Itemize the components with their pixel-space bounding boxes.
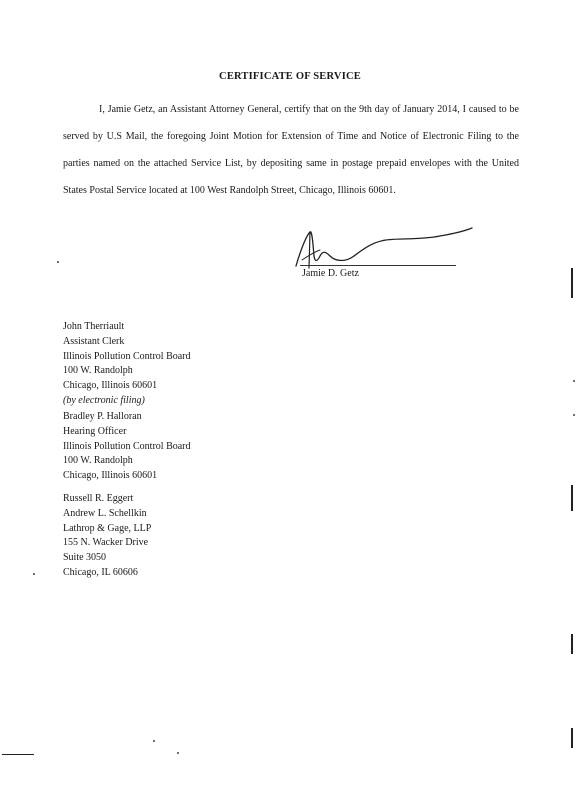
handwritten-signature [290, 222, 480, 270]
recipient-name: Russell R. Eggert [63, 493, 134, 504]
recipient-name: Bradley P. Halloran [63, 411, 142, 422]
service-list-entry [63, 320, 191, 409]
service-list-entry [63, 410, 191, 484]
recipient-street: 100 W. Randolph [63, 455, 133, 467]
certificate-body-text: I, Jamie Getz, an Assistant Attorney General, certify that on the 9th day of January 2014, I caused to be served by U.S Mail, the foregoing Joint Motion for Extension of Time and Notice of Electronic Filing to the parties named on the attached Service List, by depositing same in postage prepaid envelopes with the United States Postal Service located at 100 West Randolph Street, Chicago, Illinois 60601. [63, 104, 519, 196]
recipient-name: John Therriault [63, 321, 125, 332]
scan-mark [2, 754, 34, 755]
scan-mark [571, 268, 573, 298]
recipient-suite: Suite 3050 [63, 552, 107, 564]
scan-speck [33, 573, 35, 575]
recipient-organization: Illinois Pollution Control Board [63, 440, 191, 452]
signature-line [300, 265, 456, 266]
recipient-street: 100 W. Randolph [63, 365, 133, 377]
recipient-city: Chicago, Illinois 60601 [63, 470, 158, 482]
service-method-note: (by electronic filing) [63, 394, 145, 406]
scan-mark [571, 728, 573, 748]
scan-speck [573, 414, 575, 416]
scan-speck [573, 380, 575, 382]
recipient-city: Chicago, Illinois 60601 [63, 380, 158, 392]
scan-mark [571, 485, 573, 511]
scan-speck [177, 752, 179, 754]
scan-speck [57, 261, 59, 263]
scan-speck [153, 740, 155, 742]
recipient-city: Chicago, IL 60606 [63, 566, 138, 578]
certificate-body [63, 96, 519, 204]
recipient-street: 155 N. Wacker Drive [63, 537, 149, 549]
recipient-organization: Illinois Pollution Control Board [63, 350, 191, 362]
signer-name: Jamie D. Getz [302, 268, 359, 279]
recipient-name-2: Andrew L. Schellkin [63, 507, 147, 519]
recipient-title: Hearing Officer [63, 425, 127, 437]
scan-mark [571, 634, 573, 654]
recipient-organization: Lathrop & Gage, LLP [63, 522, 152, 534]
certificate-title: CERTIFICATE OF SERVICE [219, 71, 361, 82]
service-list-entry [63, 492, 151, 581]
recipient-title: Assistant Clerk [63, 335, 125, 347]
